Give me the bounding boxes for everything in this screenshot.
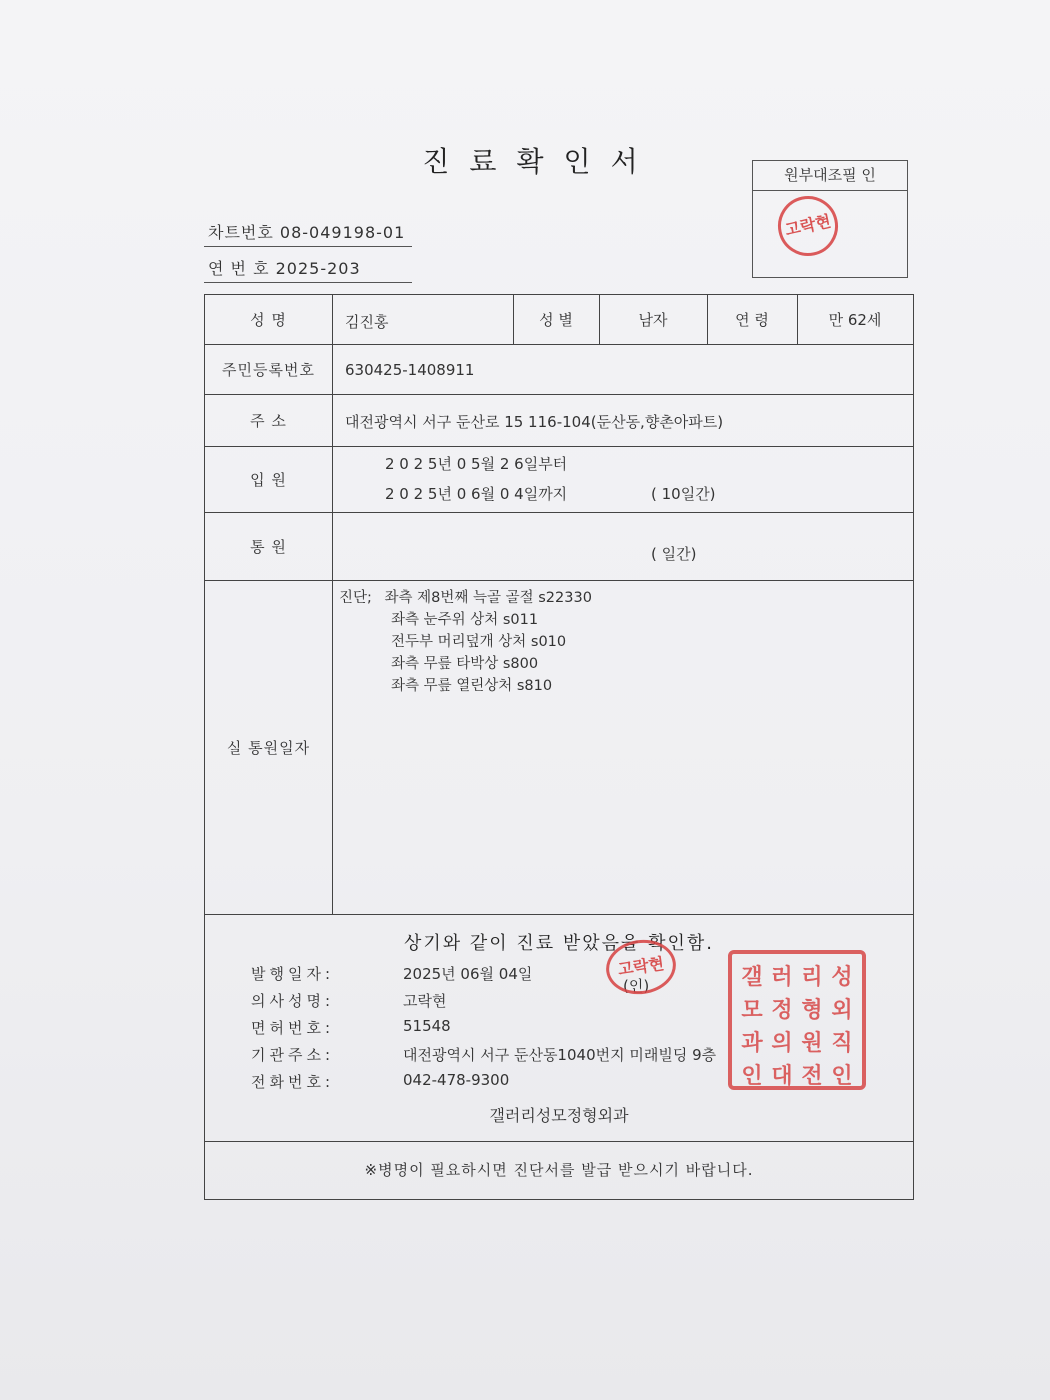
address-label: 주 소 [205,395,333,446]
doctor-name: 고락현 [403,992,447,1010]
diagnosis-list [339,587,592,697]
doctor-seal-text: 고락현 [616,953,666,980]
patient-sex: 남자 [638,311,668,329]
institution-address-label: 기관주소: [251,1046,335,1064]
seal-glyph: 직 [831,1031,853,1056]
diagnosis-item: 좌측 눈주위 상처 s011 [391,612,539,628]
diagnosis-item: 좌측 무릎 타박상 s800 [391,656,539,672]
confirmation-statement: 상기와 같이 진료 받았음을 확인함. [403,933,715,954]
doctor-label: 의사성명: [251,992,335,1010]
admission-to: 2 0 2 5년 0 6월 0 4일까지 [385,485,568,503]
diagnosis-item: 좌측 무릎 열린상처 s810 [391,678,553,694]
patient-address: 대전광역시 서구 둔산로 15 116-104(둔산동,향촌아파트) [345,413,724,431]
seal-glyph: 리 [801,965,823,990]
seal-glyph: 외 [831,998,853,1023]
stamp-box-label: 원부대조필 인 [753,161,907,191]
row-address [205,395,913,447]
seal-glyph: 정 [771,998,793,1023]
diagnosis-line [339,587,592,609]
rrn-label: 주민등록번호 [205,345,333,394]
seal-glyph: 대 [771,1064,793,1089]
outpatient-label: 통 원 [205,513,333,580]
row-admission [205,447,913,513]
issue-date: 2025년 06월 04일 [403,965,533,983]
diagnosis-prefix: 진단; [339,590,372,606]
license-number: 51548 [403,1017,451,1035]
diagnosis-item: 좌측 제8번째 늑골 골절 s22330 [384,590,592,606]
seal-glyph: 모 [741,998,763,1023]
row-name [205,295,913,345]
row-rrn [205,345,913,395]
seal-glyph: 성 [831,965,853,990]
license-label: 면허번호: [251,1019,335,1037]
footer-divider [205,1141,913,1142]
seal-mark: (인) [623,977,650,995]
patient-name: 김진홍 [345,313,389,331]
phone-label: 전화번호: [251,1073,335,1091]
seal-glyph: 갤 [741,965,763,990]
patient-age: 만 62세 [828,311,882,329]
visit-dates-label: 실 통원일자 [205,581,333,914]
institution-address: 대전광역시 서구 둔산동1040번지 미래빌딩 9층 [403,1046,717,1064]
footer-note: ※병명이 필요하시면 진단서를 발급 받으시기 바랍니다. [364,1161,754,1179]
admission-label: 입 원 [205,447,333,512]
age-label: 연 령 [735,311,769,329]
sex-label: 성 별 [539,311,573,329]
patient-rrn: 630425-1408911 [345,361,475,379]
document-title: 진료확인서 [422,145,658,178]
seal-glyph: 러 [771,965,793,990]
seal-glyph: 인 [741,1064,763,1089]
seal-glyph: 전 [801,1064,823,1089]
verification-seal-text: 고락현 [783,211,833,240]
seal-glyph: 과 [741,1031,763,1056]
seal-glyph: 형 [801,998,823,1023]
diagnosis-item: 전두부 머리덮개 상처 s010 [391,634,567,650]
seal-glyph: 인 [831,1064,853,1089]
issue-date-label: 발행일자: [251,965,335,983]
phone-number: 042-478-9300 [403,1071,510,1089]
admission-days: ( 10일간) [651,485,716,503]
row-outpatient [205,513,913,581]
row-visit-dates [205,581,913,915]
chart-number: 차트번호 08-049198-01 [204,220,412,247]
admission-from: 2 0 2 5년 0 5월 2 6일부터 [385,455,568,473]
seal-glyph: 원 [801,1031,823,1056]
clinic-name: 갤러리성모정형외과 [489,1106,629,1125]
outpatient-days: ( 일간) [651,545,697,563]
seal-glyph: 의 [771,1031,793,1056]
serial-number: 연 번 호 2025-203 [204,256,412,283]
institution-seal [728,950,866,1090]
name-label: 성 명 [205,295,333,344]
